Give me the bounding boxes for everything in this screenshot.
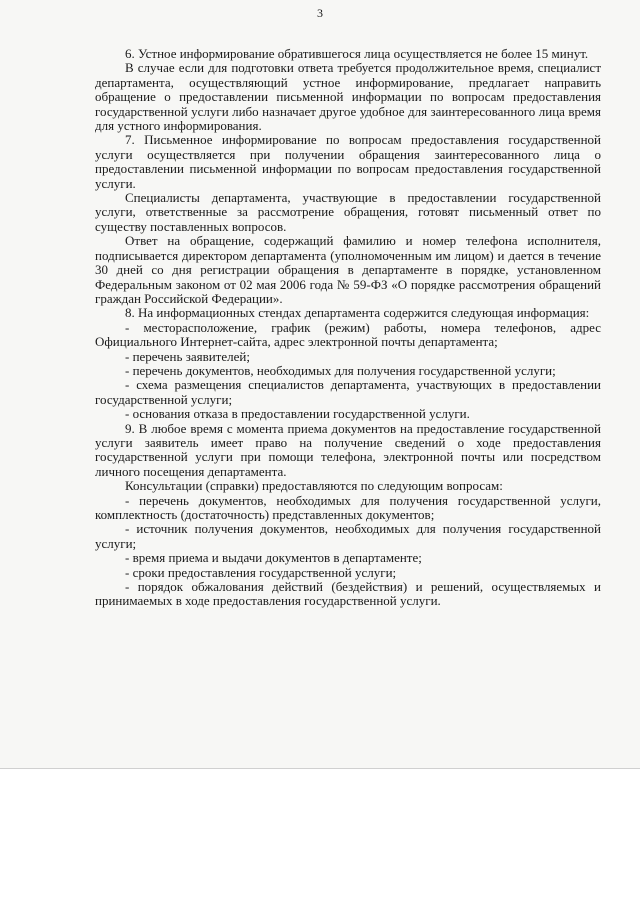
list-item: - порядок обжалования действий (бездействия) и решений, осуществляемых и принимаемых в ходе предоставления государственной услуги. bbox=[95, 579, 601, 609]
paragraph: 9. В любое время с момента приема документов на предоставление государственной услуги заявитель имеет право на получение сведений о ходе предоставления государственной услуги при помощи телефона, электронной почты или посредством личного посещения департамента. bbox=[95, 420, 601, 479]
list-item: - сроки предоставления государственной услуги; bbox=[125, 564, 397, 580]
paragraph: В случае если для подготовки ответа требуется продолжительное время, специалист департамента, осуществляющий устное информирование, предлагает направить обращение о предоставлении письменной информации по вопросам предоставления государственной услуги либо назначает другое удобное для заинтересованного лица время для устного информирования. bbox=[95, 60, 601, 134]
paragraph: Ответ на обращение, содержащий фамилию и номер телефона исполнителя, подписывается директором департамента (уполномоченным им лицом) и дается в течение 30 дней со дня регистрации обращения в департаменте в порядке, установленном Федеральным законом от 02 мая 2006 года № 59-ФЗ «О порядке рассмотрения обращений граждан Российской Федерации». bbox=[95, 233, 601, 306]
document-body bbox=[95, 47, 601, 609]
paragraph: Консультации (справки) предоставляются по следующим вопросам: bbox=[125, 478, 503, 494]
list-item: - перечень заявителей; bbox=[125, 348, 250, 364]
paragraph: 6. Устное информирование обратившегося лица осуществляется не более 15 минут. bbox=[125, 46, 589, 61]
list-item: - перечень документов, необходимых для получения государственной услуги; bbox=[125, 362, 556, 378]
paragraph: Специалисты департамента, участвующие в предоставлении государственной услуги, ответственные за рассмотрение обращения, готовят письменный ответ по существу поставленных вопросов. bbox=[95, 190, 601, 234]
list-item: - время приема и выдачи документов в департаменте; bbox=[125, 550, 422, 566]
paragraph: 8. На информационных стендах департамента содержится следующая информация: bbox=[125, 305, 590, 321]
list-item: - перечень документов, необходимых для получения государственной услуги, комплектность (достаточность) представленных документов; bbox=[95, 492, 601, 522]
list-item: - источник получения документов, необходимых для получения государственной услуги; bbox=[95, 521, 601, 551]
list-item: - месторасположение, график (режим) работы, номера телефонов, адрес Официального Интернет-сайта, адрес электронной почты департамента; bbox=[95, 319, 601, 350]
list-item: - основания отказа в предоставлении государственной услуги. bbox=[125, 406, 470, 422]
page-number: 3 bbox=[317, 6, 323, 20]
paragraph: 7. Письменное информирование по вопросам предоставления государственной услуги осуществляется при получении обращения заинтересованного лица о предоставлении письменной информации по вопросам предоставления государственной услуги. bbox=[95, 132, 601, 191]
list-item: - схема размещения специалистов департамента, участвующих в предоставлении государственной услуги; bbox=[95, 377, 601, 407]
